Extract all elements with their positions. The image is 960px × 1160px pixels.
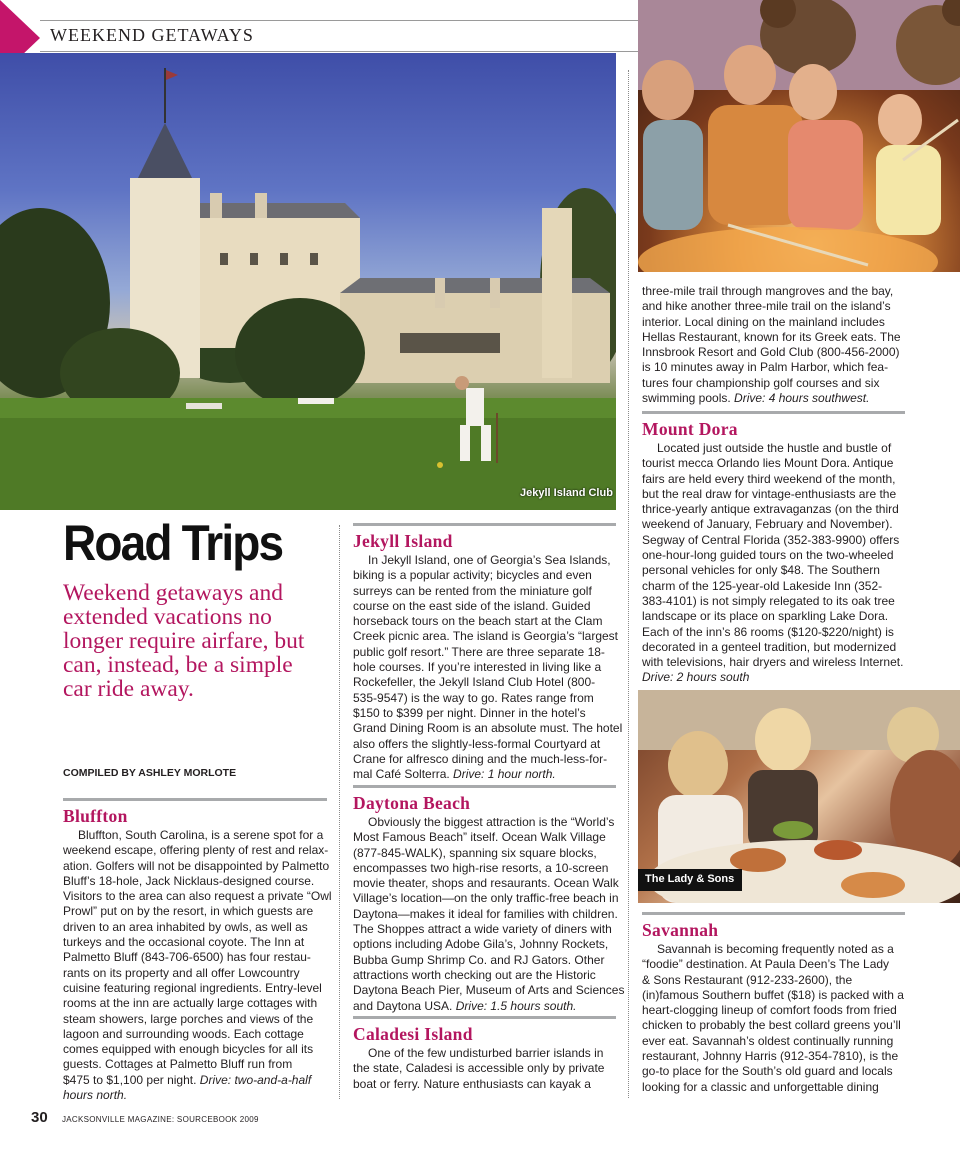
article-line: Daytona—makes it ideal for families with children. bbox=[353, 906, 618, 921]
article-line: Bubba Gump Shrimp Co. and RJ Gators. Other bbox=[353, 952, 605, 967]
savannah-article bbox=[642, 942, 908, 1095]
caladesi-article-continued bbox=[642, 284, 908, 406]
article-line: Rockefeller, the Jekyll Island Club Hotel (800- bbox=[353, 675, 596, 690]
bluffton-article bbox=[63, 828, 332, 1103]
article-line: Crane for alfresco dining and the much-less-for- bbox=[353, 751, 608, 766]
article-line: driven to an area inhabited by owls, as well as bbox=[63, 919, 308, 934]
deck-subtitle: Weekend getaways and extended vacations no longer require airfare, but can, instead, be a simple car ride away. bbox=[63, 580, 305, 702]
article-line: guests. Cottages at Palmetto Bluff run from bbox=[63, 1057, 293, 1072]
article-line bbox=[63, 1073, 329, 1088]
savannah-rule bbox=[642, 912, 905, 915]
article-line: encompasses two high-rise resorts, a 10-screen bbox=[353, 860, 609, 875]
article-line: three-mile trail through mangroves and the bay, bbox=[642, 284, 894, 298]
article-line: One of the few undisturbed barrier islands in bbox=[368, 1046, 604, 1060]
jekyll-heading: Jekyll Island bbox=[353, 531, 453, 551]
mount-dora-heading: Mount Dora bbox=[642, 419, 738, 439]
mount-dora-rule bbox=[642, 411, 905, 414]
article-line: Daytona Beach Pier, Museum of Arts and Sciences bbox=[353, 983, 625, 998]
column-separator-1 bbox=[339, 525, 340, 1099]
article-line: weekend of January, February and November). bbox=[642, 517, 893, 532]
dining-photo-caption: The Lady & Sons bbox=[638, 869, 742, 891]
article-line: personal vehicles for only $48. The Southern bbox=[642, 563, 880, 578]
article-line: Bluff’s 18-hole, Jack Nicklaus-designed course. bbox=[63, 873, 315, 888]
article-line: 383-4101) is not simply relegated to its oak tree bbox=[642, 593, 895, 608]
family-photo-illustration bbox=[638, 0, 960, 272]
article-line: interior. Local dining on the mainland includes bbox=[642, 314, 885, 329]
article-line: landscape or its place on sparkling Lake Dora. bbox=[642, 609, 889, 624]
article-line: rooms at the inn are actually large cottages with bbox=[63, 996, 318, 1011]
article-line: Grand Dining Room is an absolute must. The hotel bbox=[353, 721, 623, 736]
article-line bbox=[353, 767, 619, 782]
article-line: Innsbrook Resort and Gold Club (800-456-2000) bbox=[642, 345, 900, 360]
article-line: restaurant, Johnny Harris (912-354-7810), is the bbox=[642, 1049, 899, 1064]
article-line bbox=[63, 1088, 329, 1103]
page-title: Road Trips bbox=[63, 515, 283, 571]
article-line: Prowl” put on by the resort, in which guests are bbox=[63, 904, 314, 919]
article-line: Village’s location—on the only traffic-free beach in bbox=[353, 891, 619, 906]
article-line: thrice-yearly antique extravaganzas (on the third bbox=[642, 502, 899, 517]
article-line bbox=[642, 391, 908, 406]
article-line: movie theater, shops and resaurants. Ocean Walk bbox=[353, 876, 619, 891]
publication-footer: JACKSONVILLE MAGAZINE: SOURCEBOOK 2009 bbox=[62, 1115, 259, 1124]
article-line: Savannah is becoming frequently noted as a bbox=[657, 942, 894, 956]
article-line: public golf resort.” There are three separate 18- bbox=[353, 644, 605, 659]
jekyll-island-club-photo bbox=[0, 53, 616, 510]
article-line: but the real draw for vintage-enthusiasts are the bbox=[642, 486, 897, 501]
article-line: Palmetto Bluff (843-706-6500) has four restau- bbox=[63, 950, 311, 965]
article-line: fairs are held every third weekend of the month, bbox=[642, 471, 896, 486]
savannah-heading: Savannah bbox=[642, 920, 719, 940]
article-line: also offers the slightly-less-formal Courtyard at bbox=[353, 736, 601, 751]
jekyll-rule bbox=[353, 523, 616, 526]
article-line: steam showers, large porches and views of the bbox=[63, 1011, 314, 1026]
article-line: go-to place for the South’s old guard and locals bbox=[642, 1064, 893, 1079]
header-rule-top bbox=[40, 20, 638, 21]
drive-time: Drive: 1.5 hours south. bbox=[455, 998, 577, 1013]
caladesi-rule bbox=[353, 1016, 616, 1019]
article-line: heart-clogging lineup of comfort foods from fried bbox=[642, 1003, 897, 1018]
header-rule-bottom bbox=[40, 51, 638, 52]
article-line: is 10 minutes away in Palm Harbor, which fea- bbox=[642, 360, 889, 375]
jekyll-article bbox=[353, 553, 623, 782]
article-line: attractions worth checking out are the Historic bbox=[353, 967, 596, 982]
column-separator-2 bbox=[628, 70, 629, 1098]
article-line: lagoon and surrounding woods. Each cottage bbox=[63, 1026, 304, 1041]
daytona-rule bbox=[353, 785, 616, 788]
article-line-text: $475 to $1,100 per night. bbox=[63, 1072, 200, 1087]
article-line: & Sons Restaurant (912-233-2600), the bbox=[642, 972, 853, 987]
article-line: boat or ferry. Nature enthusiasts can kayak a bbox=[353, 1076, 591, 1091]
daytona-article bbox=[353, 815, 625, 1014]
article-line: In Jekyll Island, one of Georgia’s Sea Islands, bbox=[368, 553, 611, 567]
article-line: horseback tours on the beach start at the Clam bbox=[353, 614, 603, 629]
article-line: ever eat. Savannah’s oldest continually running bbox=[642, 1033, 894, 1048]
article-line: decorated in a genteel tradition, but modernized bbox=[642, 639, 897, 654]
article-line: Hellas Restaurant, known for its Greek eats. The bbox=[642, 329, 901, 344]
drive-time: Drive: 2 hours south bbox=[642, 670, 750, 685]
section-label: WEEKEND GETAWAYS bbox=[50, 25, 254, 45]
article-line: weekend escape, offering plenty of rest and relax- bbox=[63, 843, 329, 858]
article-line: (in)famous Southern buffet ($18) is packed with a bbox=[642, 987, 904, 1002]
byline: COMPILED BY ASHLEY MORLOTE bbox=[63, 767, 237, 779]
article-line: chicken to probably the best collard greens you’ll bbox=[642, 1018, 901, 1033]
drive-time: hours north. bbox=[63, 1088, 128, 1103]
article-line: and hike another three-mile trail on the island’s bbox=[642, 299, 891, 314]
family-campfire-photo bbox=[638, 0, 960, 272]
article-line: charm of the 125-year-old Lakeside Inn (352- bbox=[642, 578, 883, 593]
article-line: turkeys and the occasional coyote. The Inn at bbox=[63, 935, 305, 950]
article-line: Bluffton, South Carolina, is a serene spot for a bbox=[78, 828, 324, 842]
article-line: 535-9547) is the way to go. Rates range from bbox=[353, 690, 594, 705]
caladesi-heading: Caladesi Island bbox=[353, 1024, 473, 1044]
drive-time: Drive: two-and-a-half bbox=[199, 1072, 312, 1087]
drive-time: Drive: 1 hour north. bbox=[453, 767, 556, 782]
article-line: Located just outside the hustle and bustle of bbox=[657, 441, 892, 455]
article-line: surreys can be rented from the miniature golf bbox=[353, 583, 592, 598]
article-line: “foodie” destination. At Paula Deen’s The Lady bbox=[642, 957, 890, 972]
article-line: rants on its property and all offer Lowcountry bbox=[63, 965, 300, 980]
article-line: Most Famous Beach” itself. Ocean Walk Village bbox=[353, 830, 606, 845]
article-line: the state, Caladesi is accessible only by private bbox=[353, 1061, 605, 1076]
article-line: comes equipped with enough bicycles for all its bbox=[63, 1042, 314, 1057]
jekyll-photo-caption: Jekyll Island Club bbox=[520, 487, 613, 499]
article-line: Obviously the biggest attraction is the “World’s bbox=[368, 815, 615, 829]
article-line bbox=[353, 999, 619, 1014]
bluffton-heading: Bluffton bbox=[63, 806, 128, 826]
article-line-text: swimming pools. bbox=[642, 391, 735, 406]
daytona-heading: Daytona Beach bbox=[353, 793, 471, 813]
article-line: $150 to $399 per night. Dinner in the hotel’s bbox=[353, 705, 586, 720]
caladesi-article bbox=[353, 1046, 619, 1092]
mount-dora-article bbox=[642, 441, 908, 686]
article-line-text: mal Café Solterra. bbox=[353, 767, 454, 782]
article-line: Creek picnic area. The island is Georgia’s “largest bbox=[353, 629, 619, 644]
article-line: The Shoppes attract a wide variety of diners with bbox=[353, 922, 612, 937]
article-line: ation. Golfers will not be disappointed by Palmetto bbox=[63, 858, 330, 873]
article-line: biking is a popular activity; bicycles and even bbox=[353, 568, 592, 583]
article-line: with televisions, hair dryers and wireless Internet. bbox=[642, 655, 904, 670]
jekyll-photo-illustration bbox=[0, 53, 616, 510]
article-line: course on the east side of the island. Guided bbox=[353, 598, 591, 613]
article-line: Each of the inn’s 86 rooms ($120-$220/night) is bbox=[642, 624, 894, 639]
bluffton-rule bbox=[63, 798, 327, 801]
article-line: tourist mecca Orlando lies Mount Dora. Antique bbox=[642, 456, 894, 471]
article-line: hole courses. If you’re interested in living like a bbox=[353, 660, 602, 675]
article-line: tures four championship golf courses and six bbox=[642, 375, 880, 390]
drive-time: Drive: 4 hours southwest. bbox=[734, 391, 870, 406]
article-line: looking for a classic and unforgettable dining bbox=[642, 1079, 879, 1094]
page-number: 30 bbox=[31, 1109, 48, 1126]
article-line: cuisine featuring regional ingredients. Entry-level bbox=[63, 980, 322, 995]
article-line bbox=[642, 670, 908, 685]
article-line: options including Adobe Gila’s, Johnny Rockets, bbox=[353, 937, 609, 952]
article-line: Segway of Central Florida (352-383-9900) offers bbox=[642, 532, 900, 547]
article-line: (877-845-WALK), spanning six square blocks, bbox=[353, 845, 597, 860]
article-line: Visitors to the area can also request a private “Owl bbox=[63, 889, 332, 904]
article-line-text: and Daytona USA. bbox=[353, 998, 456, 1013]
article-line: one-hour-long guided tours on the two-wheeled bbox=[642, 548, 894, 563]
